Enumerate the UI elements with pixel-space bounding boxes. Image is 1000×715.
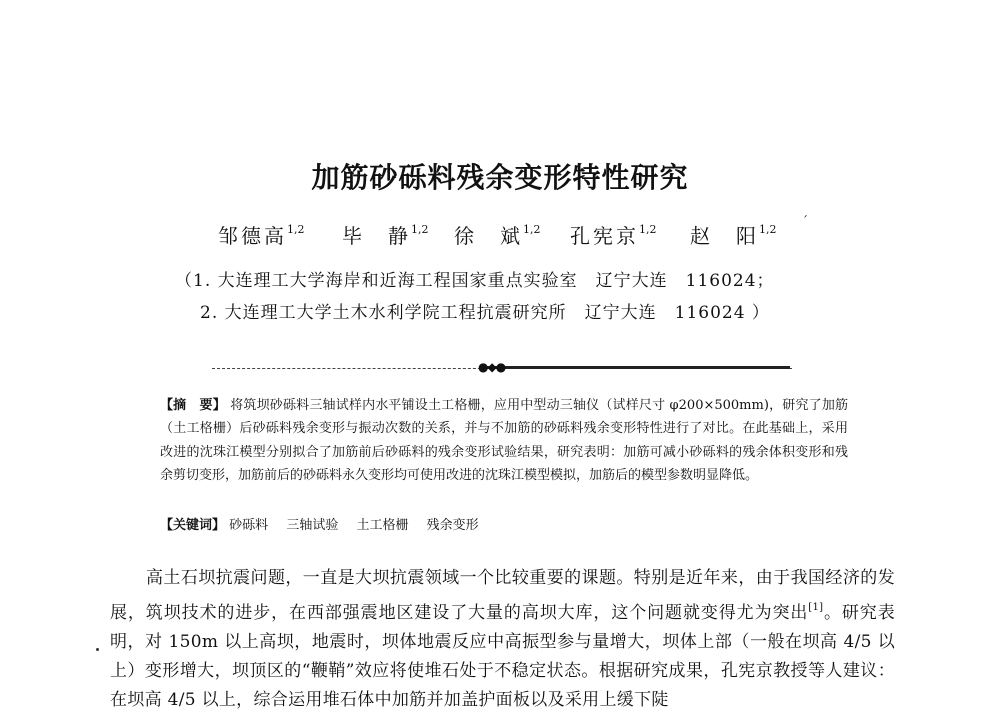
keywords-label: 【关键词】 bbox=[160, 518, 226, 533]
abstract-text: 将筑坝砂砾料三轴试样内水平铺设土工格栅，应用中型动三轴仪（试样尺寸 φ200×500mm)，研究了加筋（土工格栅）后砂砾料残余变形与振动次数的关系，并与不加筋的砂砾料残余变形特性进行了对比。在此基础上，采用改进的沈珠江模型分别拟合了加筋前后砂砾料的残余变形试验结果，研究表明：加筋可减小砂砾料的残余体积变形和残余剪切变形，加筋前后的砂砾料永久变形均可使用改进的沈珠江模型模拟，加筋后的模型参数明显降低。 bbox=[160, 398, 848, 484]
keyword: 土工格栅 bbox=[356, 518, 409, 533]
author-3-affil: 1,2 bbox=[523, 223, 541, 236]
author-2-name: 毕 静 bbox=[342, 224, 411, 248]
body-text-part-1: 高土石坝抗震问题，一直是大坝抗震领域一个比较重要的课题。特别是近年来，由于我国经济的发展，筑坝技术的进步，在西部强震地区建设了大量的高坝大库，这个问题就变得尤为突出 bbox=[110, 568, 895, 623]
abstract-label: 【摘 要】 bbox=[160, 398, 226, 413]
author-1-affil: 1,2 bbox=[287, 223, 305, 236]
author-2-affil: 1,2 bbox=[411, 223, 429, 236]
affiliation-1: （1. 大连理工大学海岸和近海工程国家重点实验室 辽宁大连 116024； bbox=[175, 271, 775, 291]
keywords bbox=[160, 515, 848, 537]
keyword: 三轴试验 bbox=[286, 518, 339, 533]
author-1-name: 邹德高 bbox=[218, 224, 287, 248]
author-4-affil: 1,2 bbox=[639, 223, 657, 236]
margin-mark bbox=[96, 648, 99, 651]
abstract bbox=[160, 394, 848, 488]
body-text-part-2: 。研究表明，对 150m 以上高坝，地震时，坝体地震反应中高振型参与量增大，坝体上部（一般在坝高 4/5 以上）变形增大，坝顶区的“鞭鞘”效应将使堆石处于不稳定状态。根据研究成果，孔宪京教授等人建议：在坝高 4/5 以上，综合运用堆石体中加筋并加盖护面板以及采用上缓下陡 bbox=[110, 603, 895, 710]
citation-ref[interactable]: [1] bbox=[808, 602, 824, 613]
author-list bbox=[218, 220, 818, 250]
paper-title: 加筋砂砾料残余变形特性研究 bbox=[311, 161, 689, 194]
scan-speck: ˊ bbox=[802, 214, 808, 228]
author-5 bbox=[690, 220, 777, 249]
author-5-name: 赵 阳 bbox=[690, 224, 759, 248]
keyword: 砂砾料 bbox=[229, 518, 269, 533]
author-1 bbox=[218, 220, 305, 249]
keyword: 残余变形 bbox=[426, 518, 479, 533]
author-4 bbox=[570, 220, 657, 249]
author-5-affil: 1,2 bbox=[759, 223, 777, 236]
section-divider-bold bbox=[480, 366, 790, 369]
author-2 bbox=[342, 220, 429, 249]
author-3 bbox=[454, 220, 541, 249]
divider-ornament-icon: ●◆● bbox=[478, 360, 506, 374]
author-4-name: 孔宪京 bbox=[570, 224, 639, 248]
author-3-name: 徐 斌 bbox=[454, 224, 523, 248]
body-paragraph bbox=[110, 564, 895, 715]
affiliation-2: 2. 大连理工大学土木水利学院工程抗震研究所 辽宁大连 116024 ） bbox=[200, 303, 770, 323]
